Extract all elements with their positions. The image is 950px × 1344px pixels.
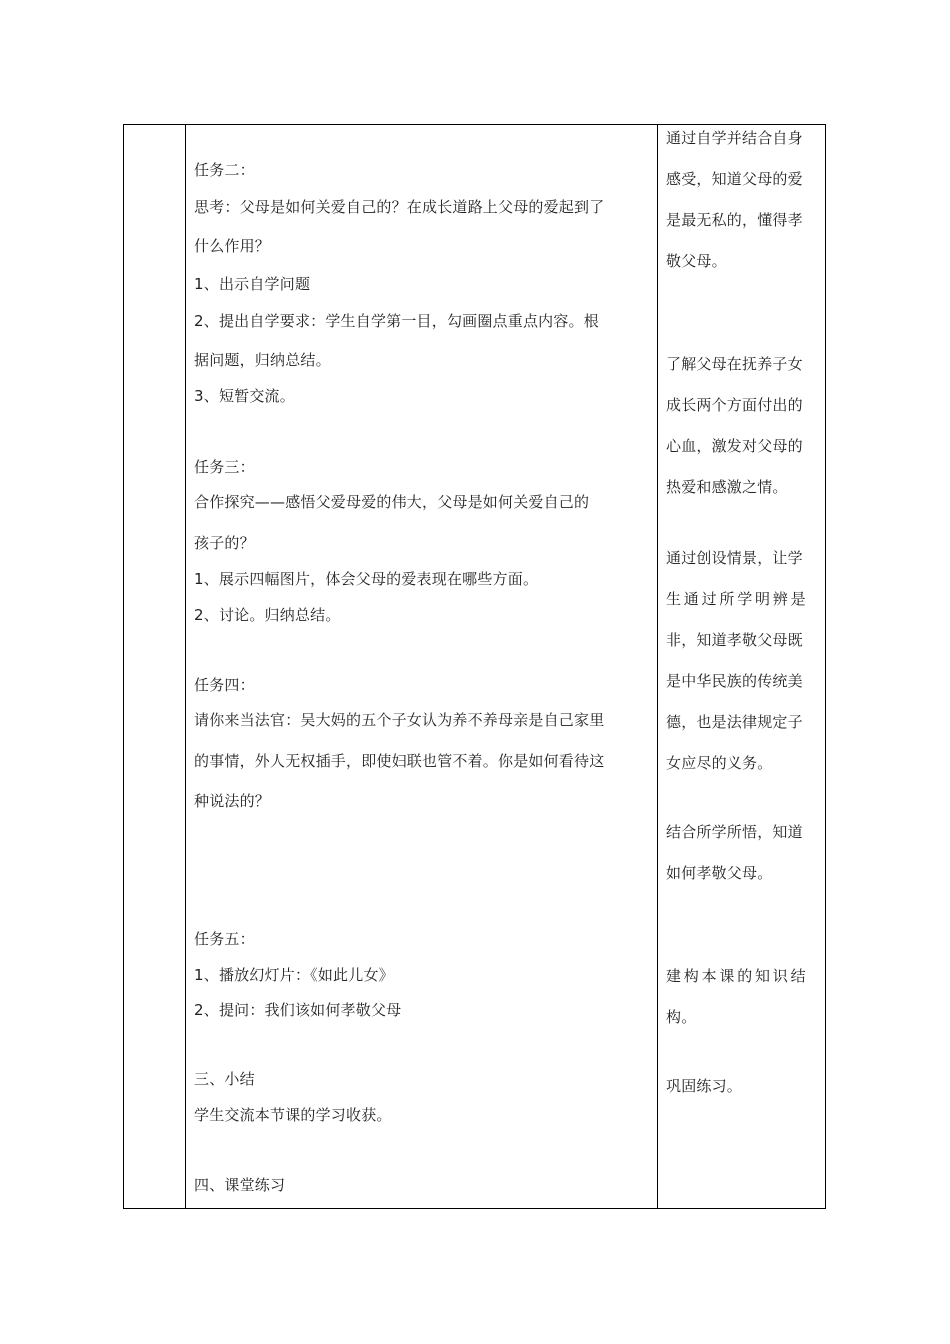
summary-heading: 三、小结: [194, 1070, 255, 1088]
intent-line: 通过自学并结合自身: [666, 129, 803, 147]
intent-line: 热爱和感激之情。: [666, 478, 788, 496]
task-four-line: 的事情，外人无权插手，即使妇联也管不着。你是如何看待这: [194, 752, 605, 770]
column-divider-left: [185, 125, 186, 1208]
task-five-heading: 任务五：: [194, 930, 255, 948]
intent-line: 非，知道孝敬父母既: [666, 631, 803, 649]
task-five-line: 2、提问：我们该如何孝敬父母: [194, 1001, 402, 1019]
task-two-line: 2、提出自学要求：学生自学第一目，勾画圈点重点内容。根: [194, 312, 599, 330]
task-four-heading: 任务四：: [194, 676, 255, 694]
intent-line: 心血，激发对父母的: [666, 437, 803, 455]
task-three-heading: 任务三：: [194, 458, 255, 476]
task-two-line: 1、出示自学问题: [194, 275, 311, 293]
task-two-line: 思考：父母是如何关爱自己的？在成长道路上父母的爱起到了: [194, 198, 605, 216]
intent-line: 德，也是法律规定子: [666, 713, 803, 731]
intent-line: 通过创设情景，让学: [666, 549, 803, 567]
intent-line: 成长两个方面付出的: [666, 396, 803, 414]
task-two-line: 3、短暂交流。: [194, 387, 295, 405]
intent-line: 建构本课的知识结: [666, 967, 809, 985]
task-three-line: 合作探究——感悟父爱母爱的伟大，父母是如何关爱自己的: [194, 493, 590, 511]
task-two-heading: 任务二：: [194, 161, 255, 179]
task-three-line: 2、讨论。归纳总结。: [194, 606, 341, 624]
column-divider-right: [657, 125, 658, 1208]
task-two-line: 据问题，归纳总结。: [194, 351, 331, 369]
practice-heading: 四、课堂练习: [194, 1176, 286, 1194]
task-three-line: 1、展示四幅图片，体会父母的爱表现在哪些方面。: [194, 570, 539, 588]
task-four-line: 请你来当法官：吴大妈的五个子女认为养不养母亲是自己家里: [194, 711, 605, 729]
intent-line: 构。: [666, 1008, 697, 1026]
intent-line: 如何孝敬父母。: [666, 864, 773, 882]
intent-line: 是最无私的，懂得孝: [666, 211, 803, 229]
intent-line: 结合所学所悟，知道: [666, 823, 803, 841]
task-four-line: 种说法的？: [194, 792, 271, 810]
summary-line: 学生交流本节课的学习收获。: [194, 1106, 392, 1124]
intent-line: 女应尽的义务。: [666, 754, 773, 772]
intent-line: 敬父母。: [666, 252, 727, 270]
intent-line: 生通过所学明辨是: [666, 590, 809, 608]
intent-line: 感受，知道父母的爱: [666, 170, 803, 188]
intent-line: 是中华民族的传统美: [666, 672, 803, 690]
intent-line: 了解父母在抚养子女: [666, 355, 803, 373]
task-two-line: 什么作用？: [194, 237, 271, 255]
intent-line: 巩固练习。: [666, 1077, 743, 1095]
task-three-line: 孩子的？: [194, 534, 255, 552]
task-five-line: 1、播放幻灯片：《如此儿女》: [194, 966, 394, 984]
